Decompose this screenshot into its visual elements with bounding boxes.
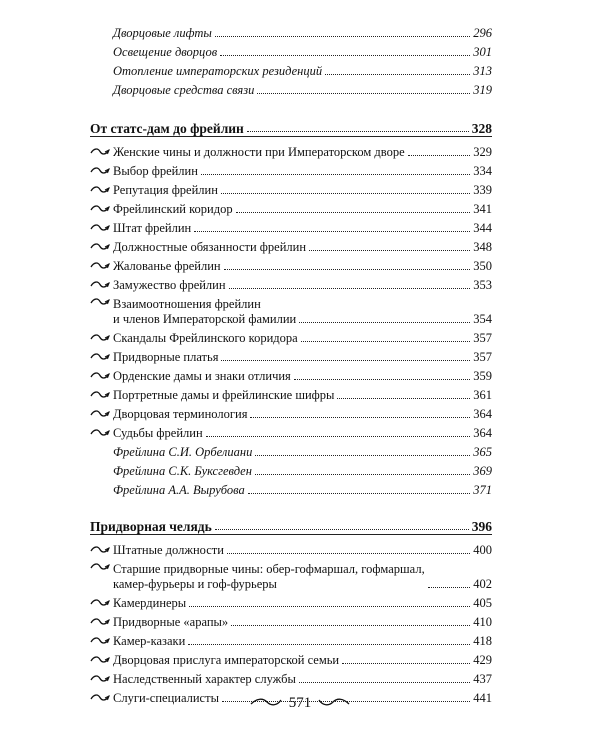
toc-entry-page: 319 bbox=[473, 83, 492, 97]
toc-section-heading[interactable] bbox=[90, 512, 492, 534]
toc-entry-label-line: Старшие придворные чины: обер-гофмаршал, гофмаршал, bbox=[113, 562, 425, 576]
toc-entry-label-line: и членов Императорской фамилии bbox=[113, 312, 297, 326]
swirl-bullet-icon bbox=[90, 562, 112, 572]
toc-entry-page: 396 bbox=[471, 519, 492, 534]
swirl-bullet-icon bbox=[90, 428, 112, 438]
toc-entry-page: 364 bbox=[473, 407, 492, 421]
toc-entry-page: 410 bbox=[473, 615, 492, 629]
dot-leader bbox=[227, 553, 470, 554]
swirl-bullet-icon bbox=[90, 297, 112, 307]
toc-entry-page: 441 bbox=[473, 691, 492, 705]
toc-entry-page: 348 bbox=[473, 240, 492, 254]
swirl-bullet-icon bbox=[90, 598, 112, 608]
toc-entry[interactable] bbox=[90, 365, 492, 384]
toc-entry[interactable] bbox=[90, 179, 492, 198]
dot-leader bbox=[299, 682, 470, 683]
swirl-bullet-icon bbox=[90, 371, 112, 381]
toc-entry-page: 354 bbox=[473, 312, 492, 326]
toc-entry[interactable] bbox=[90, 236, 492, 255]
spacer bbox=[90, 498, 492, 512]
dot-leader bbox=[247, 131, 469, 132]
dot-leader bbox=[428, 587, 471, 588]
toc-entry[interactable] bbox=[90, 558, 492, 592]
spacer bbox=[90, 98, 492, 114]
dot-leader bbox=[220, 55, 470, 56]
swirl-bullet-icon bbox=[90, 636, 112, 646]
toc-entry-page: 301 bbox=[473, 45, 492, 59]
toc-entry-page: 365 bbox=[473, 445, 492, 459]
dot-leader bbox=[189, 606, 470, 607]
section-divider bbox=[90, 534, 492, 535]
toc-entry-page: 341 bbox=[473, 202, 492, 216]
dot-leader bbox=[257, 93, 470, 94]
swirl-bullet-icon bbox=[90, 204, 112, 214]
dot-leader bbox=[255, 455, 470, 456]
swirl-bullet-icon bbox=[90, 166, 112, 176]
toc-entry[interactable] bbox=[90, 293, 492, 327]
swirl-bullet-icon bbox=[90, 674, 112, 684]
toc-entry-label: Фрейлинский коридор bbox=[113, 202, 233, 216]
page-footer bbox=[0, 695, 600, 712]
toc-entry-label: Освещение дворцов bbox=[113, 45, 218, 59]
toc-entry-label: Слуги-специалисты bbox=[113, 691, 219, 705]
toc-entry[interactable] bbox=[90, 217, 492, 236]
dot-leader bbox=[294, 379, 470, 380]
toc-entry-label: Штатные должности bbox=[113, 543, 224, 557]
toc-entry-label: Судьбы фрейлин bbox=[113, 426, 203, 440]
swirl-bullet-icon bbox=[90, 617, 112, 627]
toc-entry-page: 405 bbox=[473, 596, 492, 610]
toc-entry-page: 400 bbox=[473, 543, 492, 557]
toc-subentry[interactable] bbox=[90, 479, 492, 498]
footer-ornament-right-icon bbox=[317, 695, 351, 712]
swirl-bullet-icon bbox=[90, 409, 112, 419]
toc-entry-page: 364 bbox=[473, 426, 492, 440]
toc-entry-page: 357 bbox=[473, 331, 492, 345]
dot-leader bbox=[250, 417, 470, 418]
toc-entry-page: 344 bbox=[473, 221, 492, 235]
toc-entry-label: Орденские дамы и знаки отличия bbox=[113, 369, 291, 383]
toc-entry[interactable] bbox=[90, 539, 492, 558]
toc-entry-label: От статс-дам до фрейлин bbox=[90, 121, 244, 136]
toc-section-heading[interactable] bbox=[90, 114, 492, 136]
toc-entry-label: Фрейлина А.А. Вырубова bbox=[113, 483, 245, 497]
toc-entry-page: 369 bbox=[473, 464, 492, 478]
toc-entry-page: 350 bbox=[473, 259, 492, 273]
dot-leader bbox=[221, 360, 470, 361]
toc-entry-label: Дворцовая прислуга императорской семьи bbox=[113, 653, 340, 667]
dot-leader bbox=[188, 644, 470, 645]
dot-leader bbox=[224, 269, 471, 270]
toc-entry-label: Штат фрейлин bbox=[113, 221, 192, 235]
toc-entry-label: Придворные платья bbox=[113, 350, 219, 364]
toc-entry-page: 334 bbox=[473, 164, 492, 178]
toc-entry[interactable] bbox=[90, 327, 492, 346]
toc-entry-page: 339 bbox=[473, 183, 492, 197]
toc-entry[interactable] bbox=[90, 384, 492, 403]
toc-entry-label: Камер-казаки bbox=[113, 634, 186, 648]
toc-entry[interactable] bbox=[90, 668, 492, 687]
toc-entry[interactable] bbox=[90, 346, 492, 365]
toc-entry-label: Фрейлина С.И. Орбелиани bbox=[113, 445, 253, 459]
toc-entry-page: 357 bbox=[473, 350, 492, 364]
toc-entry-page: 296 bbox=[473, 26, 492, 40]
toc-entry-label: Замужество фрейлин bbox=[113, 278, 226, 292]
toc-entry-page: 361 bbox=[473, 388, 492, 402]
footer-ornament-left-icon bbox=[249, 695, 283, 712]
toc-entry-page: 359 bbox=[473, 369, 492, 383]
dot-leader bbox=[231, 625, 470, 626]
toc-entry-label: Придворные «арапы» bbox=[113, 615, 229, 629]
toc-entry-label: Женские чины и должности при Императорском дворе bbox=[113, 145, 405, 159]
toc-subentry[interactable] bbox=[90, 22, 492, 41]
toc-entry-label: Дворцовая терминология bbox=[113, 407, 248, 421]
dot-leader bbox=[408, 155, 471, 156]
toc-entry-page: 329 bbox=[473, 145, 492, 159]
dot-leader bbox=[221, 193, 470, 194]
toc-entry-label: Портретные дамы и фрейлинские шифры bbox=[113, 388, 335, 402]
toc-entry-page: 418 bbox=[473, 634, 492, 648]
toc-entry[interactable] bbox=[90, 274, 492, 293]
toc-subentry[interactable] bbox=[90, 79, 492, 98]
toc-entry[interactable] bbox=[90, 592, 492, 611]
toc-entry-page: 402 bbox=[473, 577, 492, 591]
toc-entry-label: Камердинеры bbox=[113, 596, 187, 610]
toc-entry[interactable] bbox=[90, 198, 492, 217]
toc-entry-label: Дворцовые лифты bbox=[113, 26, 212, 40]
toc-entry-label: Скандалы Фрейлинского коридора bbox=[113, 331, 298, 345]
toc-entry-label: Жалованье фрейлин bbox=[113, 259, 221, 273]
toc-subentry[interactable] bbox=[90, 460, 492, 479]
dot-leader bbox=[301, 341, 471, 342]
toc-entry[interactable] bbox=[90, 160, 492, 179]
toc-entry-page: 371 bbox=[473, 483, 492, 497]
dot-leader bbox=[299, 322, 470, 323]
toc-entry-label-line: камер-фурьеры и гоф-фурьеры bbox=[113, 577, 277, 591]
toc-entry-label: Отопление императорских резиденций bbox=[113, 64, 323, 78]
toc-entry[interactable] bbox=[90, 649, 492, 668]
dot-leader bbox=[194, 231, 470, 232]
toc-subentry[interactable] bbox=[90, 441, 492, 460]
dot-leader bbox=[215, 529, 469, 530]
toc-subentry[interactable] bbox=[90, 41, 492, 60]
toc-entry[interactable] bbox=[90, 141, 492, 160]
swirl-bullet-icon bbox=[90, 242, 112, 252]
toc-entry[interactable] bbox=[90, 422, 492, 441]
dot-leader bbox=[337, 398, 470, 399]
toc-entry-page: 328 bbox=[471, 121, 492, 136]
toc-entry-label: Должностные обязанности фрейлин bbox=[113, 240, 307, 254]
toc-entry[interactable] bbox=[90, 255, 492, 274]
dot-leader bbox=[215, 36, 470, 37]
dot-leader bbox=[342, 663, 470, 664]
swirl-bullet-icon bbox=[90, 147, 112, 157]
swirl-bullet-icon bbox=[90, 280, 112, 290]
swirl-bullet-icon bbox=[90, 655, 112, 665]
dot-leader bbox=[236, 212, 471, 213]
dot-leader bbox=[229, 288, 471, 289]
toc-entry-label: Наследственный характер службы bbox=[113, 672, 296, 686]
swirl-bullet-icon bbox=[90, 545, 112, 555]
table-of-contents bbox=[90, 22, 492, 706]
toc-entry-label: Придворная челядь bbox=[90, 519, 212, 534]
dot-leader bbox=[255, 474, 470, 475]
toc-entry-page: 313 bbox=[473, 64, 492, 78]
swirl-bullet-icon bbox=[90, 185, 112, 195]
toc-entry[interactable] bbox=[90, 403, 492, 422]
swirl-bullet-icon bbox=[90, 390, 112, 400]
toc-entry[interactable] bbox=[90, 611, 492, 630]
swirl-bullet-icon bbox=[90, 352, 112, 362]
toc-entry-page: 353 bbox=[473, 278, 492, 292]
toc-entry[interactable] bbox=[90, 630, 492, 649]
toc-subentry[interactable] bbox=[90, 60, 492, 79]
toc-entry-label: Репутация фрейлин bbox=[113, 183, 218, 197]
toc-entry-label: Дворцовые средства связи bbox=[113, 83, 255, 97]
toc-entry-label-line: Взаимоотношения фрейлин bbox=[113, 297, 261, 311]
toc-entry-page: 437 bbox=[473, 672, 492, 686]
page-number: 571 bbox=[288, 695, 312, 712]
toc-entry-label-block bbox=[113, 562, 425, 592]
toc-entry-page: 429 bbox=[473, 653, 492, 667]
swirl-bullet-icon bbox=[90, 333, 112, 343]
dot-leader bbox=[206, 436, 471, 437]
section-divider bbox=[90, 136, 492, 137]
toc-entry-label-block bbox=[113, 297, 296, 327]
toc-entry-label: Выбор фрейлин bbox=[113, 164, 198, 178]
dot-leader bbox=[325, 74, 470, 75]
dot-leader bbox=[248, 493, 471, 494]
dot-leader bbox=[309, 250, 470, 251]
swirl-bullet-icon bbox=[90, 261, 112, 271]
dot-leader bbox=[201, 174, 470, 175]
swirl-bullet-icon bbox=[90, 223, 112, 233]
toc-entry-label: Фрейлина С.К. Буксгевден bbox=[113, 464, 252, 478]
